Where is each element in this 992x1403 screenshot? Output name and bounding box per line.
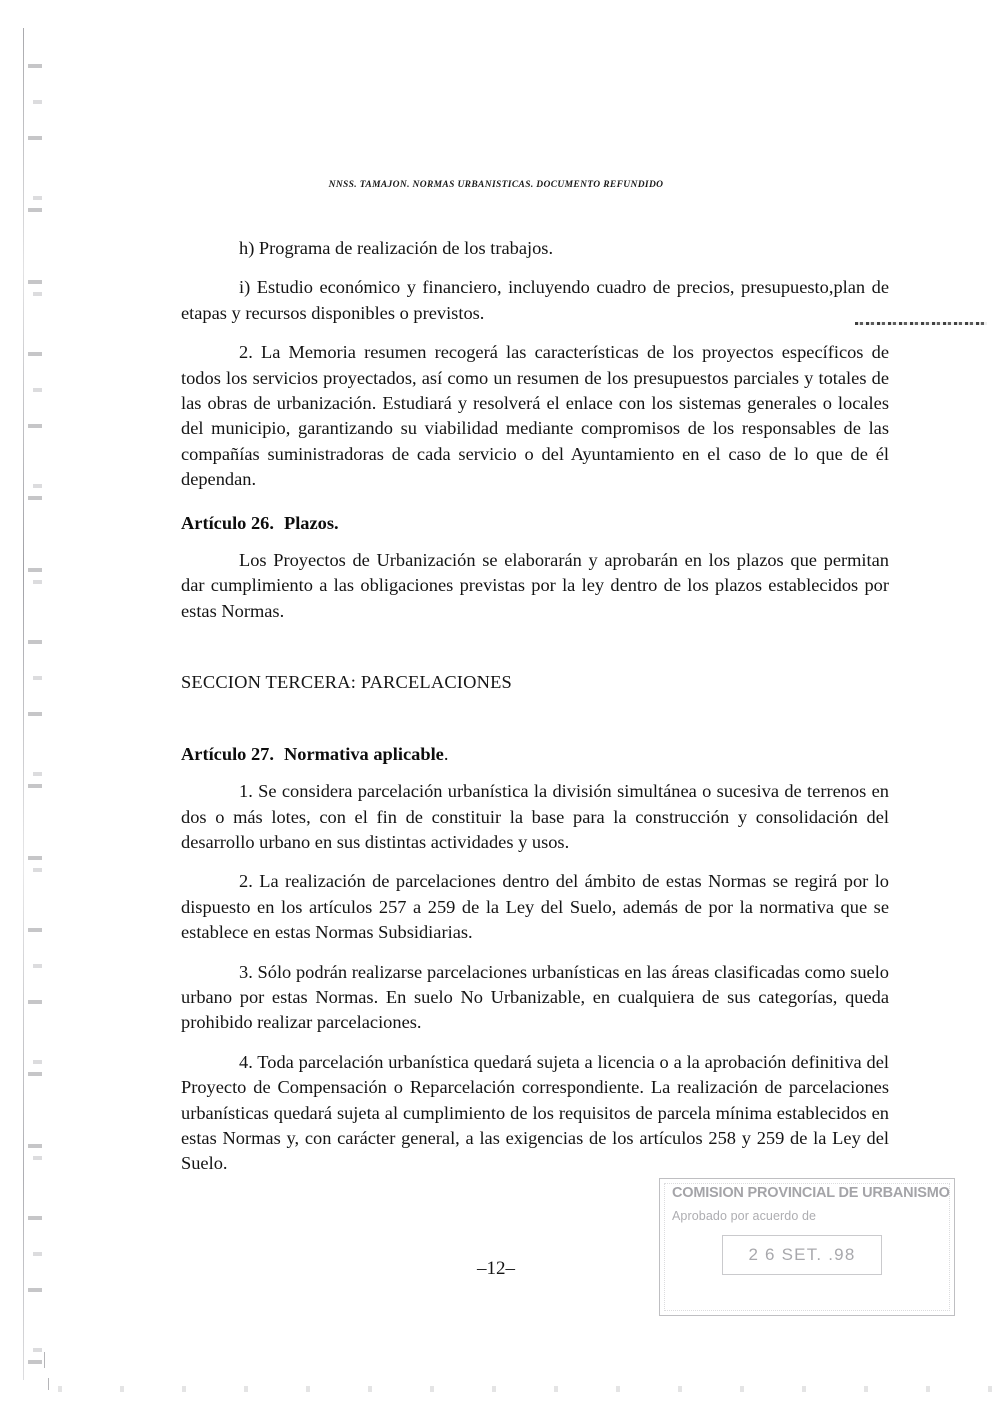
bottom-edge-speckle-artifact: [0, 1386, 992, 1392]
paragraph-spacer: [181, 1036, 889, 1050]
article-27-title: Normativa aplicable: [283, 743, 444, 764]
page-number: –12–: [477, 1258, 515, 1279]
margin-tick-artifact: [44, 1352, 45, 1368]
paragraph-memoria-resumen: 2. La Memoria resumen recogerá las características de los proyectos específicos de todos los servicios proyectados, así como un resumen de los presupuestos parciales y totales de las obras de urbanización. Estudiará y resolverá el enlace con los sistemas generales o locales del municipio, garantizando su viabilidad mediante compromisos de los responsables de las compañías suministradoras de cada servicio o del Ayuntamiento en el caso de lo que de él dependan.: [181, 342, 889, 490]
section-spacer: [181, 624, 889, 670]
article-26-title: Plazos.: [283, 512, 339, 533]
article-27-paragraph-4: 4. Toda parcelación urbanística quedará sujeta a licencia o a la aprobación definitiva del Proyecto de Compensación o Reparcelación correspondiente. La realización de parcelaciones urbanísticas quedará sujeta al cumplimiento de los requisitos de parcela mínima establecidos en estas Normas y, con carácter general, a las exigencias de los artículos 258 y 259 de la Ley del Suelo.: [181, 1051, 889, 1174]
paragraph-spacer: [181, 493, 889, 511]
paragraph-spacer: [181, 767, 889, 779]
list-item-i: i) Estudio económico y financiero, incluyendo cuadro de precios, presupuesto,plan de etapas y recursos disponibles o previstos.: [181, 277, 889, 323]
article-27-title-suffix: .: [443, 743, 449, 764]
article-27-paragraph-3: 3. Sólo podrán realizarse parcelaciones urbanísticas en las áreas clasificadas como suelo urbano por estas Normas. En suelo No Urbanizable, en cualquiera de sus categorías, queda prohibido realizar parcelaciones.: [181, 961, 889, 1033]
paragraph-spacer: [181, 855, 889, 869]
scan-edge-line-artifact: [23, 28, 24, 1380]
scan-speckle-column-secondary-artifact: [33, 52, 42, 1362]
paragraph-spacer: [181, 326, 889, 340]
article-26-heading: [181, 511, 889, 536]
article-26-body: Los Proyectos de Urbanización se elaborarán y aprobarán en los plazos que permitan dar cumplimiento a las obligaciones previstas por la ley dentro de los plazos establecidos por estas Normas.: [181, 550, 889, 621]
article-26-number: Artículo 26.: [181, 512, 274, 533]
article-27-number: Artículo 27.: [181, 743, 274, 764]
approval-stamp: [659, 1178, 955, 1316]
section-spacer: [181, 696, 889, 742]
list-item-h: h) Programa de realización de los trabajos.: [239, 238, 554, 258]
section-tercera-heading: SECCION TERCERA: PARCELACIONES: [181, 672, 512, 693]
paragraph-spacer: [181, 946, 889, 960]
article-27-heading: [181, 742, 889, 767]
margin-tick-artifact: [48, 1378, 49, 1390]
document-body: [181, 236, 889, 1177]
paragraph-spacer: [181, 261, 889, 275]
approval-stamp-title: COMISION PROVINCIAL DE URBANISMO: [672, 1185, 950, 1201]
running-header: NNSS. TAMAJON. NORMAS URBANISTICAS. DOCUMENTO REFUNDIDO: [328, 180, 664, 190]
paragraph-spacer: [181, 536, 889, 548]
article-27-paragraph-1: 1. Se considera parcelación urbanística la división simultánea o sucesiva de terrenos en dos o más lotes, con el fin de constituir la base para la construcción y consolidación del desarrollo urbano en sus distintas actividades y usos.: [181, 781, 889, 852]
approval-stamp-date: 2 6 SET. .98: [748, 1245, 856, 1264]
article-27-paragraph-2: 2. La realización de parcelaciones dentro del ámbito de estas Normas se regirá por lo dispuesto en los artículos 257 a 259 de la Ley del Suelo, además de por la normativa que se establece en estas Normas Subsidiarias.: [181, 871, 889, 943]
approval-stamp-subtitle: Aprobado por acuerdo de: [672, 1209, 817, 1223]
